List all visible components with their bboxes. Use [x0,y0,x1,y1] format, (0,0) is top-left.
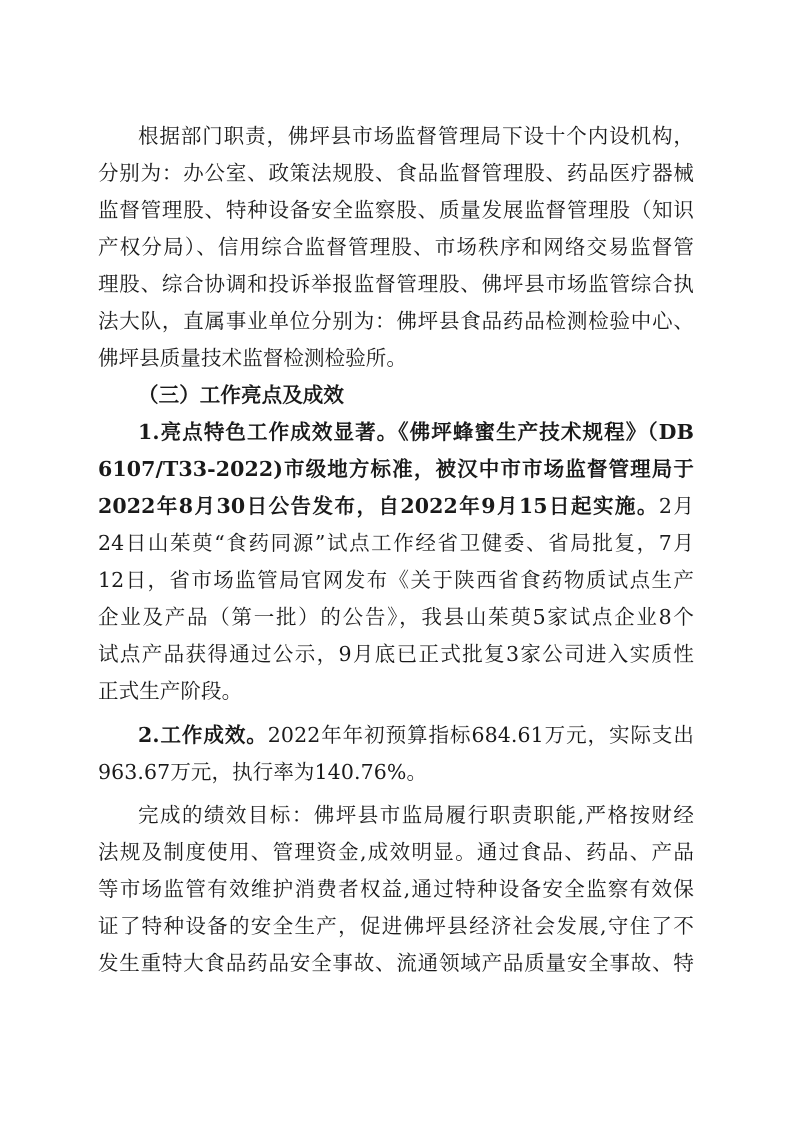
effect-line: 963.67万元，执行率为140.76%。 [98,760,428,784]
paragraph-org-line: 根据部门职责，佛坪县市场监督管理局下设十个内设机构， [138,124,694,148]
goals-line: 等市场监管有效维护消费者权益,通过特种设备安全监察有效保 [98,877,694,901]
highlight-line: 1.亮点特色工作成效显著。《佛坪蜂蜜生产技术规程》（DB [138,420,694,444]
highlight-line: 试点产品获得通过公示，9月底已正式批复3家公司进入实质性 [98,642,694,666]
paragraph-org-line: 分别为：办公室、政策法规股、食品监督管理股、药品医疗器械 [98,161,694,185]
goals-line: 发生重特大食品药品安全事故、流通领域产品质量安全事故、特 [98,951,694,975]
paragraph-org-line: 理股、综合协调和投诉举报监督管理股、佛坪县市场监管综合执 [98,272,694,296]
goals-line: 完成的绩效目标：佛坪县市监局履行职责职能,严格按财经 [138,803,694,827]
highlight-line: 12日，省市场监管局官网发布《关于陕西省食药物质试点生产 [98,568,694,592]
effect-normal-span: 2022年年初预算指标684.61万元，实际支出 [267,723,694,747]
paragraph-org-line: 监督管理股、特种设备安全监察股、质量发展监督管理股（知识 [98,198,694,222]
highlight-line: 正式生产阶段。 [98,679,243,703]
section-heading: （三）工作亮点及成效 [138,383,344,407]
highlight-line: 24日山茱萸“食药同源”试点工作经省卫健委、省局批复，7月 [98,531,694,555]
effect-bold-span: 2.工作成效。 [138,723,268,747]
highlight-bold-span: 2022年8月30日公告发布，自2022年9月15日起实施。 [98,494,659,518]
paragraph-org-line: 法大队，直属事业单位分别为：佛坪县食品药品检测检验中心、 [98,309,694,333]
paragraph-org-line: 产权分局）、信用综合监督管理股、市场秩序和网络交易监督管 [98,235,694,259]
goals-line: 证了特种设备的安全生产，促进佛坪县经济社会发展,守住了不 [98,914,694,938]
highlight-line: 企业及产品（第一批）的公告》，我县山茱萸5家试点企业8个 [98,605,694,629]
goals-line: 法规及制度使用、管理资金,成效明显。通过食品、药品、产品 [98,840,694,864]
highlight-normal-span: 2月 [658,494,694,518]
paragraph-org-line: 佛坪县质量技术监督检测检验所。 [98,346,407,370]
effect-line [98,720,694,750]
highlight-line: 6107/T33-2022)市级地方标准，被汉中市市场监督管理局于 [98,457,694,481]
highlight-line [98,491,694,521]
